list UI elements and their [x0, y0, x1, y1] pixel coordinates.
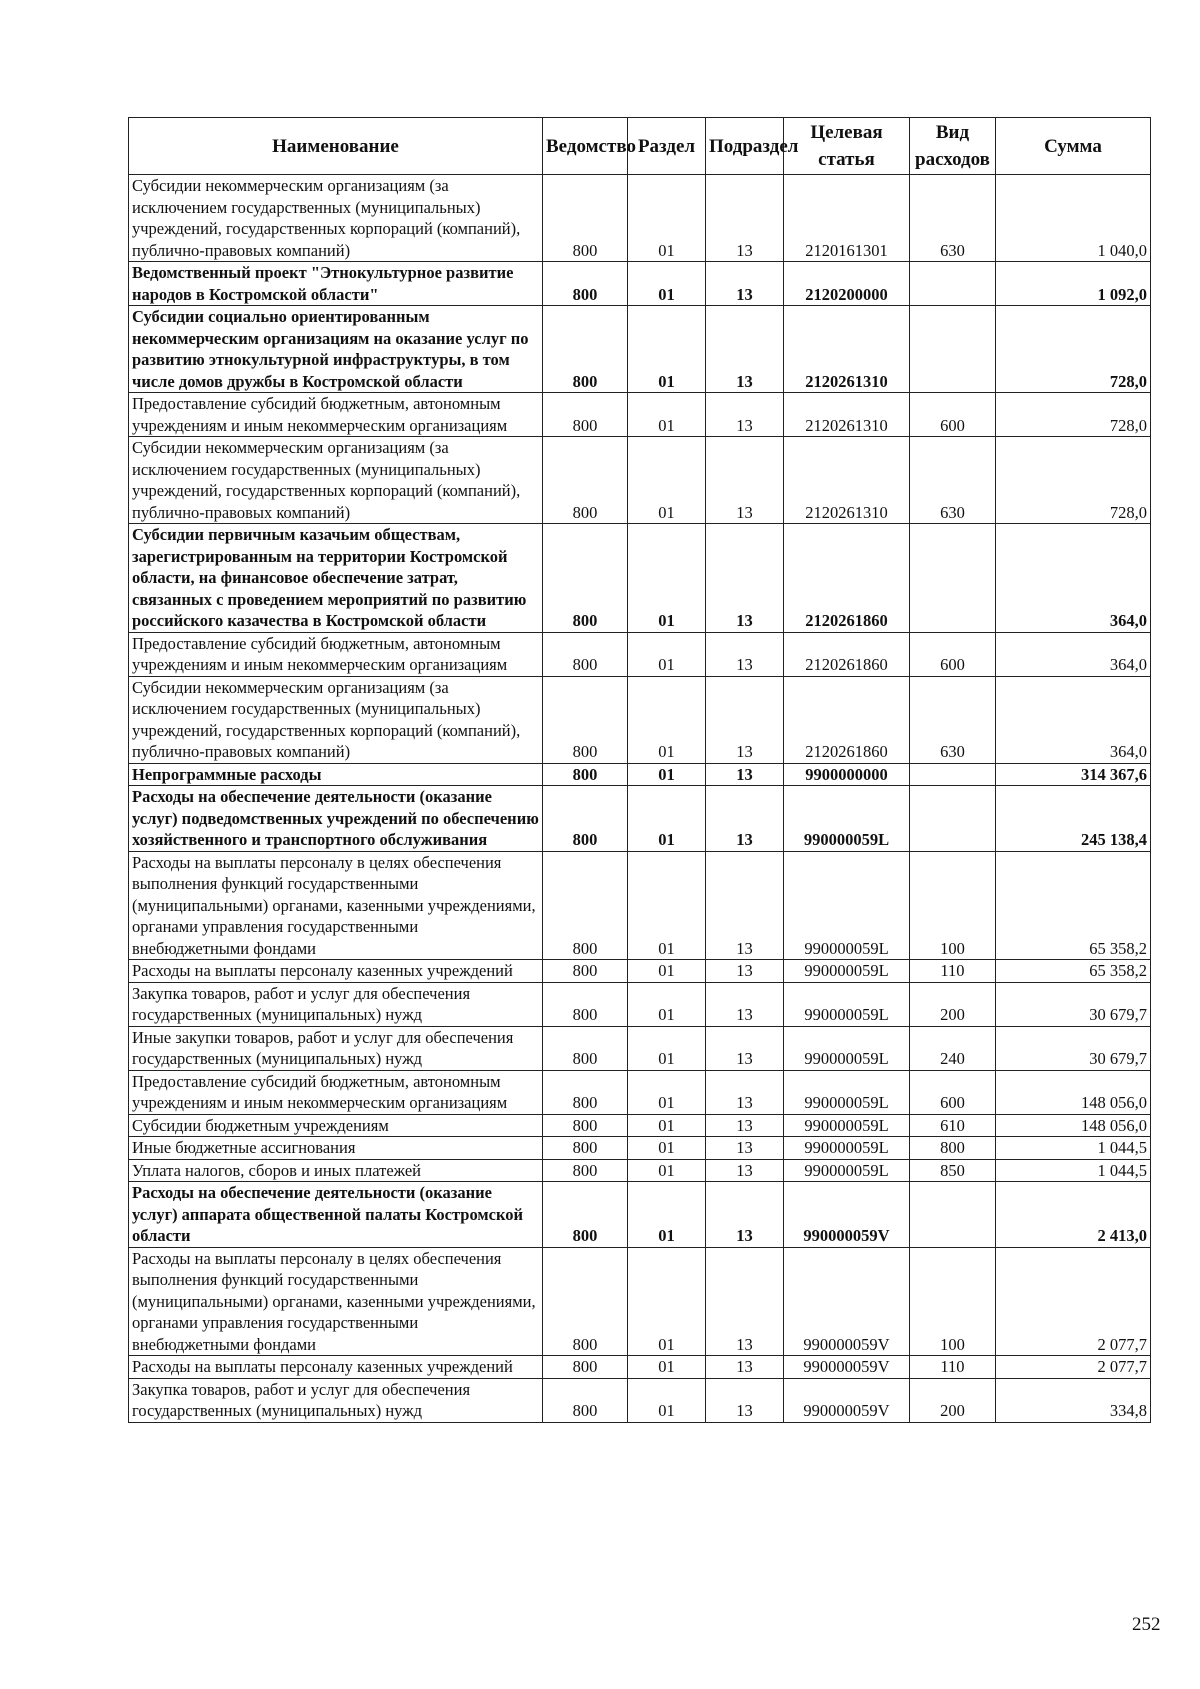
cell-name: Субсидии некоммерческим организациям (за исключением государственных (муниципальных) учреждений, государственных корпораций (компаний), публично-правовых компаний) — [129, 676, 543, 763]
cell-expense-type: 600 — [910, 632, 996, 676]
cell-dept: 800 — [543, 786, 628, 852]
cell-expense-type — [910, 786, 996, 852]
cell-sum: 364,0 — [996, 632, 1151, 676]
cell-name: Расходы на выплаты персоналу казенных учреждений — [129, 960, 543, 983]
cell-target: 990000059L — [784, 1137, 910, 1160]
table-row — [129, 306, 1151, 393]
cell-target: 9900000000 — [784, 763, 910, 786]
cell-section: 01 — [628, 1356, 706, 1379]
cell-sum: 1 044,5 — [996, 1137, 1151, 1160]
table-row — [129, 786, 1151, 852]
cell-name: Предоставление субсидий бюджетным, автономным учреждениям и иным некоммерческим организациям — [129, 393, 543, 437]
table-row — [129, 676, 1151, 763]
cell-sum: 1 040,0 — [996, 175, 1151, 262]
cell-expense-type — [910, 306, 996, 393]
cell-expense-type — [910, 763, 996, 786]
cell-expense-type: 630 — [910, 676, 996, 763]
table-body — [129, 175, 1151, 1423]
cell-name: Предоставление субсидий бюджетным, автономным учреждениям и иным некоммерческим организациям — [129, 1070, 543, 1114]
cell-target: 990000059L — [784, 960, 910, 983]
cell-section: 01 — [628, 262, 706, 306]
cell-name: Закупка товаров, работ и услуг для обеспечения государственных (муниципальных) нужд — [129, 1378, 543, 1422]
cell-name: Закупка товаров, работ и услуг для обеспечения государственных (муниципальных) нужд — [129, 982, 543, 1026]
cell-sum: 314 367,6 — [996, 763, 1151, 786]
cell-dept: 800 — [543, 1137, 628, 1160]
cell-sum: 728,0 — [996, 437, 1151, 524]
table-row — [129, 1182, 1151, 1248]
cell-expense-type: 850 — [910, 1159, 996, 1182]
cell-sum: 148 056,0 — [996, 1070, 1151, 1114]
cell-dept: 800 — [543, 1026, 628, 1070]
cell-name: Расходы на обеспечение деятельности (оказание услуг) аппарата общественной палаты Костромской области — [129, 1182, 543, 1248]
cell-name: Расходы на выплаты персоналу в целях обеспечения выполнения функций государственными (муниципальными) органами, казенными учреждениями, органами управления государственными внебюджетными фондами — [129, 851, 543, 960]
cell-dept: 800 — [543, 306, 628, 393]
table-row — [129, 1026, 1151, 1070]
cell-target: 2120261860 — [784, 524, 910, 633]
header-section: Раздел — [628, 118, 706, 175]
table-row — [129, 763, 1151, 786]
cell-expense-type — [910, 262, 996, 306]
cell-target: 990000059L — [784, 1159, 910, 1182]
cell-name: Ведомственный проект "Этнокультурное развитие народов в Костромской области" — [129, 262, 543, 306]
cell-sum: 364,0 — [996, 524, 1151, 633]
table-row — [129, 175, 1151, 262]
cell-sum: 30 679,7 — [996, 1026, 1151, 1070]
cell-target: 990000059L — [784, 1026, 910, 1070]
cell-name: Расходы на выплаты персоналу в целях обеспечения выполнения функций государственными (муниципальными) органами, казенными учреждениями, органами управления государственными внебюджетными фондами — [129, 1247, 543, 1356]
cell-expense-type — [910, 1182, 996, 1248]
cell-sum: 245 138,4 — [996, 786, 1151, 852]
cell-target: 990000059L — [784, 786, 910, 852]
cell-subsection: 13 — [706, 1378, 784, 1422]
cell-subsection: 13 — [706, 1247, 784, 1356]
cell-dept: 800 — [543, 1356, 628, 1379]
page-number: 252 — [1132, 1614, 1161, 1635]
cell-section: 01 — [628, 306, 706, 393]
cell-expense-type: 630 — [910, 437, 996, 524]
cell-dept: 800 — [543, 851, 628, 960]
cell-section: 01 — [628, 1026, 706, 1070]
cell-subsection: 13 — [706, 960, 784, 983]
cell-subsection: 13 — [706, 763, 784, 786]
cell-name: Непрограммные расходы — [129, 763, 543, 786]
cell-name: Субсидии социально ориентированным некоммерческим организациям на оказание услуг по развитию этнокультурной инфраструктуры, в том числе домов дружбы в Костромской области — [129, 306, 543, 393]
table-row — [129, 1378, 1151, 1422]
cell-expense-type: 200 — [910, 1378, 996, 1422]
header-target: Целевая статья — [784, 118, 910, 175]
cell-sum: 148 056,0 — [996, 1114, 1151, 1137]
table-row — [129, 1070, 1151, 1114]
cell-subsection: 13 — [706, 306, 784, 393]
table-row — [129, 851, 1151, 960]
cell-expense-type: 600 — [910, 393, 996, 437]
cell-expense-type: 600 — [910, 1070, 996, 1114]
budget-table — [128, 117, 1151, 1423]
cell-section: 01 — [628, 524, 706, 633]
cell-dept: 800 — [543, 1114, 628, 1137]
cell-target: 990000059V — [784, 1356, 910, 1379]
cell-expense-type: 610 — [910, 1114, 996, 1137]
cell-target: 2120261860 — [784, 676, 910, 763]
cell-dept: 800 — [543, 175, 628, 262]
cell-expense-type: 240 — [910, 1026, 996, 1070]
header-sum: Сумма — [996, 118, 1151, 175]
cell-section: 01 — [628, 1159, 706, 1182]
header-expense-type: Вид расходов — [910, 118, 996, 175]
cell-dept: 800 — [543, 393, 628, 437]
table-row — [129, 1247, 1151, 1356]
cell-subsection: 13 — [706, 632, 784, 676]
cell-section: 01 — [628, 676, 706, 763]
cell-subsection: 13 — [706, 262, 784, 306]
cell-sum: 2 077,7 — [996, 1247, 1151, 1356]
cell-target: 2120161301 — [784, 175, 910, 262]
cell-section: 01 — [628, 960, 706, 983]
cell-dept: 800 — [543, 676, 628, 763]
cell-target: 990000059V — [784, 1182, 910, 1248]
cell-subsection: 13 — [706, 1026, 784, 1070]
table-row — [129, 632, 1151, 676]
table-row — [129, 262, 1151, 306]
cell-sum: 1 092,0 — [996, 262, 1151, 306]
cell-dept: 800 — [543, 1070, 628, 1114]
cell-sum: 30 679,7 — [996, 982, 1151, 1026]
cell-target: 2120200000 — [784, 262, 910, 306]
cell-sum: 334,8 — [996, 1378, 1151, 1422]
cell-target: 990000059L — [784, 851, 910, 960]
cell-expense-type: 630 — [910, 175, 996, 262]
cell-section: 01 — [628, 437, 706, 524]
cell-sum: 65 358,2 — [996, 960, 1151, 983]
cell-name: Субсидии бюджетным учреждениям — [129, 1114, 543, 1137]
table-row — [129, 524, 1151, 633]
cell-sum: 1 044,5 — [996, 1159, 1151, 1182]
table-row — [129, 1137, 1151, 1160]
cell-expense-type: 110 — [910, 960, 996, 983]
table-header — [129, 118, 1151, 175]
cell-target: 990000059V — [784, 1247, 910, 1356]
cell-subsection: 13 — [706, 1137, 784, 1160]
cell-name: Предоставление субсидий бюджетным, автономным учреждениям и иным некоммерческим организациям — [129, 632, 543, 676]
cell-section: 01 — [628, 786, 706, 852]
cell-expense-type: 200 — [910, 982, 996, 1026]
table-row — [129, 1159, 1151, 1182]
cell-subsection: 13 — [706, 437, 784, 524]
cell-subsection: 13 — [706, 982, 784, 1026]
cell-section: 01 — [628, 632, 706, 676]
cell-subsection: 13 — [706, 1114, 784, 1137]
header-subsection: Подраздел — [706, 118, 784, 175]
cell-section: 01 — [628, 982, 706, 1026]
cell-dept: 800 — [543, 982, 628, 1026]
cell-name: Субсидии некоммерческим организациям (за исключением государственных (муниципальных) учреждений, государственных корпораций (компаний), публично-правовых компаний) — [129, 437, 543, 524]
cell-name: Уплата налогов, сборов и иных платежей — [129, 1159, 543, 1182]
cell-section: 01 — [628, 1247, 706, 1356]
cell-expense-type — [910, 524, 996, 633]
cell-subsection: 13 — [706, 851, 784, 960]
cell-subsection: 13 — [706, 524, 784, 633]
table-row — [129, 982, 1151, 1026]
cell-subsection: 13 — [706, 1356, 784, 1379]
header-dept: Ведомство — [543, 118, 628, 175]
cell-section: 01 — [628, 1182, 706, 1248]
cell-section: 01 — [628, 763, 706, 786]
cell-dept: 800 — [543, 960, 628, 983]
cell-dept: 800 — [543, 1247, 628, 1356]
cell-name: Субсидии некоммерческим организациям (за исключением государственных (муниципальных) учреждений, государственных корпораций (компаний), публично-правовых компаний) — [129, 175, 543, 262]
cell-subsection: 13 — [706, 786, 784, 852]
cell-subsection: 13 — [706, 676, 784, 763]
cell-section: 01 — [628, 1378, 706, 1422]
cell-target: 990000059L — [784, 982, 910, 1026]
cell-target: 990000059L — [784, 1114, 910, 1137]
cell-section: 01 — [628, 175, 706, 262]
cell-section: 01 — [628, 393, 706, 437]
table-row — [129, 960, 1151, 983]
cell-dept: 800 — [543, 262, 628, 306]
cell-section: 01 — [628, 851, 706, 960]
cell-name: Расходы на обеспечение деятельности (оказание услуг) подведомственных учреждений по обеспечению хозяйственного и транспортного обслуживания — [129, 786, 543, 852]
cell-subsection: 13 — [706, 1182, 784, 1248]
cell-expense-type: 800 — [910, 1137, 996, 1160]
cell-name: Субсидии первичным казачьим обществам, зарегистрированным на территории Костромской области, на финансовое обеспечение затрат, связанных с проведением мероприятий по развитию российского казачества в Костромской области — [129, 524, 543, 633]
table-row — [129, 1356, 1151, 1379]
cell-name: Иные закупки товаров, работ и услуг для обеспечения государственных (муниципальных) нужд — [129, 1026, 543, 1070]
cell-target: 2120261310 — [784, 393, 910, 437]
cell-subsection: 13 — [706, 393, 784, 437]
cell-dept: 800 — [543, 1378, 628, 1422]
cell-sum: 728,0 — [996, 306, 1151, 393]
cell-sum: 2 413,0 — [996, 1182, 1151, 1248]
cell-dept: 800 — [543, 1182, 628, 1248]
cell-target: 990000059V — [784, 1378, 910, 1422]
cell-dept: 800 — [543, 437, 628, 524]
cell-section: 01 — [628, 1137, 706, 1160]
header-name: Наименование — [129, 118, 543, 175]
cell-section: 01 — [628, 1070, 706, 1114]
cell-dept: 800 — [543, 1159, 628, 1182]
cell-target: 2120261860 — [784, 632, 910, 676]
cell-expense-type: 110 — [910, 1356, 996, 1379]
table-row — [129, 1114, 1151, 1137]
cell-target: 2120261310 — [784, 306, 910, 393]
cell-subsection: 13 — [706, 175, 784, 262]
cell-subsection: 13 — [706, 1159, 784, 1182]
table-row — [129, 393, 1151, 437]
cell-target: 990000059L — [784, 1070, 910, 1114]
cell-name: Иные бюджетные ассигнования — [129, 1137, 543, 1160]
cell-subsection: 13 — [706, 1070, 784, 1114]
table-row — [129, 437, 1151, 524]
cell-sum: 728,0 — [996, 393, 1151, 437]
cell-sum: 65 358,2 — [996, 851, 1151, 960]
header-row — [129, 118, 1151, 175]
cell-sum: 2 077,7 — [996, 1356, 1151, 1379]
cell-dept: 800 — [543, 632, 628, 676]
cell-dept: 800 — [543, 524, 628, 633]
cell-expense-type: 100 — [910, 1247, 996, 1356]
cell-expense-type: 100 — [910, 851, 996, 960]
cell-dept: 800 — [543, 763, 628, 786]
cell-sum: 364,0 — [996, 676, 1151, 763]
cell-section: 01 — [628, 1114, 706, 1137]
cell-target: 2120261310 — [784, 437, 910, 524]
cell-name: Расходы на выплаты персоналу казенных учреждений — [129, 1356, 543, 1379]
